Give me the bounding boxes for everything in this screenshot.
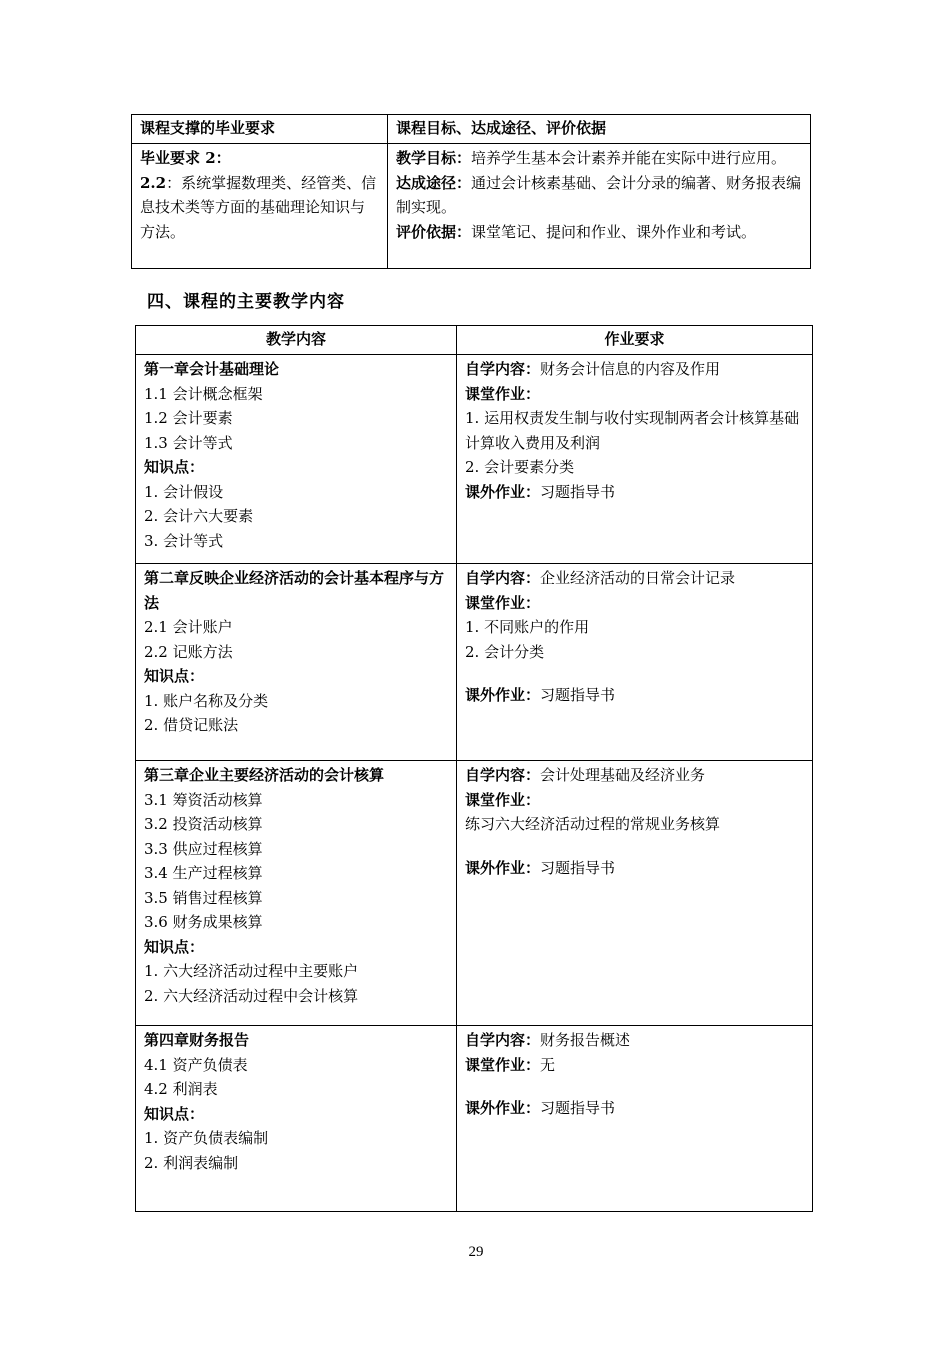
chapter-item: 1.3 会计等式 [144,433,233,452]
content-header-left: 教学内容 [136,326,457,355]
knowledge-label: 知识点： [144,1104,205,1123]
chapter-item: 1.1 会计概念框架 [144,384,263,403]
chapter-item: 3.3 供应过程核算 [144,839,263,858]
class-work [465,1053,804,1078]
chapter-item: 2.2 记账方法 [144,642,233,661]
chapter-item: 4.1 资产负债表 [144,1055,248,1074]
goal-label: 教学目标： [396,149,472,167]
goal-block [396,146,802,171]
outside-work-text: 习题指导书 [540,858,616,877]
goal-text: 培养学生基本会计素养并能在实际中进行应用。 [471,149,787,167]
chapter-title: 第三章企业主要经济活动的会计核算 [144,766,385,784]
path-text: 通过会计核素基础、会计分录的编著、财务报表编制实现。 [396,173,802,216]
knowledge-label: 知识点： [144,458,205,476]
self-study-text: 企业经济活动的日常会计记录 [540,569,736,587]
self-study-label: 自学内容： [465,360,541,378]
outside-work-label: 课外作业： [465,858,541,877]
chapter-title: 第一章会计基础理论 [144,360,280,378]
support-goal-cell [388,144,811,269]
support-header-right: 课程目标、达成途径、评价依据 [388,115,811,144]
chapter-item: 3.1 筹资活动核算 [144,790,263,809]
chapter-item: 3.5 销售过程核算 [144,888,263,907]
support-table [131,114,811,269]
support-header-left: 课程支撑的毕业要求 [132,115,388,144]
chapter-item: 3.6 财务成果核算 [144,913,263,931]
self-study-text: 财务报告概述 [540,1031,631,1049]
eval-text: 课堂笔记、提问和作业、课外作业和考试。 [471,222,757,241]
chapter-item: 1.2 会计要素 [144,409,233,427]
class-work-item: 2. 会计要素分类 [465,458,575,476]
class-work-label: 课堂作业： [465,1055,541,1074]
chapter-row [136,761,813,1026]
class-work-label: 课堂作业： [465,790,541,809]
chapter-item: 3.2 投资活动核算 [144,815,263,833]
path-block [396,171,802,220]
outside-work [465,1096,804,1121]
class-work-item: 1. 运用权责发生制与收付实现制两者会计核算基础计算收入费用及利润 [465,409,800,452]
chapter-title: 第四章财务报告 [144,1031,250,1049]
section-title: 四、课程的主要教学内容 [147,292,345,312]
support-requirement-cell [132,144,388,269]
knowledge-point: 1. 账户名称及分类 [144,691,269,710]
class-work-item: 1. 不同账户的作用 [465,618,590,636]
knowledge-label: 知识点： [144,667,205,685]
knowledge-point: 2. 借贷记账法 [144,716,239,734]
class-work-label: 课堂作业： [465,384,541,403]
class-work-item: 练习六大经济活动过程的常规业务核算 [465,815,721,833]
chapter-content-cell [136,564,457,761]
outside-work-text: 习题指导书 [540,482,616,501]
knowledge-point: 1. 资产负债表编制 [144,1129,269,1147]
outside-work-label: 课外作业： [465,686,541,704]
knowledge-point: 2. 会计六大要素 [144,507,254,525]
chapter-item: 4.2 利润表 [144,1080,218,1098]
path-label: 达成途径： [396,173,472,192]
spacer [465,1077,804,1096]
outside-work-text: 习题指导书 [540,686,616,704]
spacer [465,837,804,856]
requirement-text: ：系统掌握数理类、经管类、信息技术类等方面的基础理论知识与方法。 [140,173,377,241]
knowledge-label: 知识点： [144,937,205,956]
chapter-row [136,355,813,564]
chapter-item: 3.4 生产过程核算 [144,864,263,882]
class-work-text: 无 [540,1055,556,1074]
outside-work-text: 习题指导书 [540,1099,616,1117]
eval-label: 评价依据： [396,222,472,241]
knowledge-point: 1. 六大经济活动过程中主要账户 [144,962,359,980]
chapter-item: 2.1 会计账户 [144,618,233,636]
outside-work-label: 课外作业： [465,1099,541,1117]
content-table [135,325,813,1212]
self-study [465,763,804,788]
self-study-text: 财务会计信息的内容及作用 [540,360,721,378]
knowledge-point: 2. 利润表编制 [144,1153,239,1172]
knowledge-point: 1. 会计假设 [144,482,224,501]
self-study [465,566,804,591]
page-number: 29 [468,1244,484,1260]
knowledge-point: 3. 会计等式 [144,531,224,550]
self-study [465,1028,804,1053]
requirement-text-block [140,171,379,245]
chapter-homework-cell [457,761,813,1026]
self-study [465,357,804,382]
chapter-row [136,1026,813,1212]
chapter-content-cell [136,355,457,564]
spacer [465,664,804,683]
self-study-text: 会计处理基础及经济业务 [540,766,706,784]
chapter-content-cell [136,761,457,1026]
outside-work-label: 课外作业： [465,482,541,501]
content-header-right: 作业要求 [457,326,813,355]
outside-work [465,856,804,881]
chapter-row [136,564,813,761]
chapter-content-cell [136,1026,457,1212]
requirement-number: 2.2 [140,173,167,192]
knowledge-point: 2. 六大经济活动过程中会计核算 [144,986,359,1005]
class-work-label: 课堂作业： [465,593,541,612]
chapter-homework-cell [457,564,813,761]
eval-block [396,220,802,245]
self-study-label: 自学内容： [465,1031,541,1049]
chapter-homework-cell [457,355,813,564]
outside-work [465,480,804,505]
self-study-label: 自学内容： [465,766,541,784]
self-study-label: 自学内容： [465,569,541,587]
requirement-title: 毕业要求 2： [140,149,231,167]
chapter-homework-cell [457,1026,813,1212]
outside-work [465,683,804,708]
chapter-title: 第二章反映企业经济活动的会计基本程序与方法 [144,569,445,612]
class-work-item: 2. 会计分类 [465,642,545,661]
